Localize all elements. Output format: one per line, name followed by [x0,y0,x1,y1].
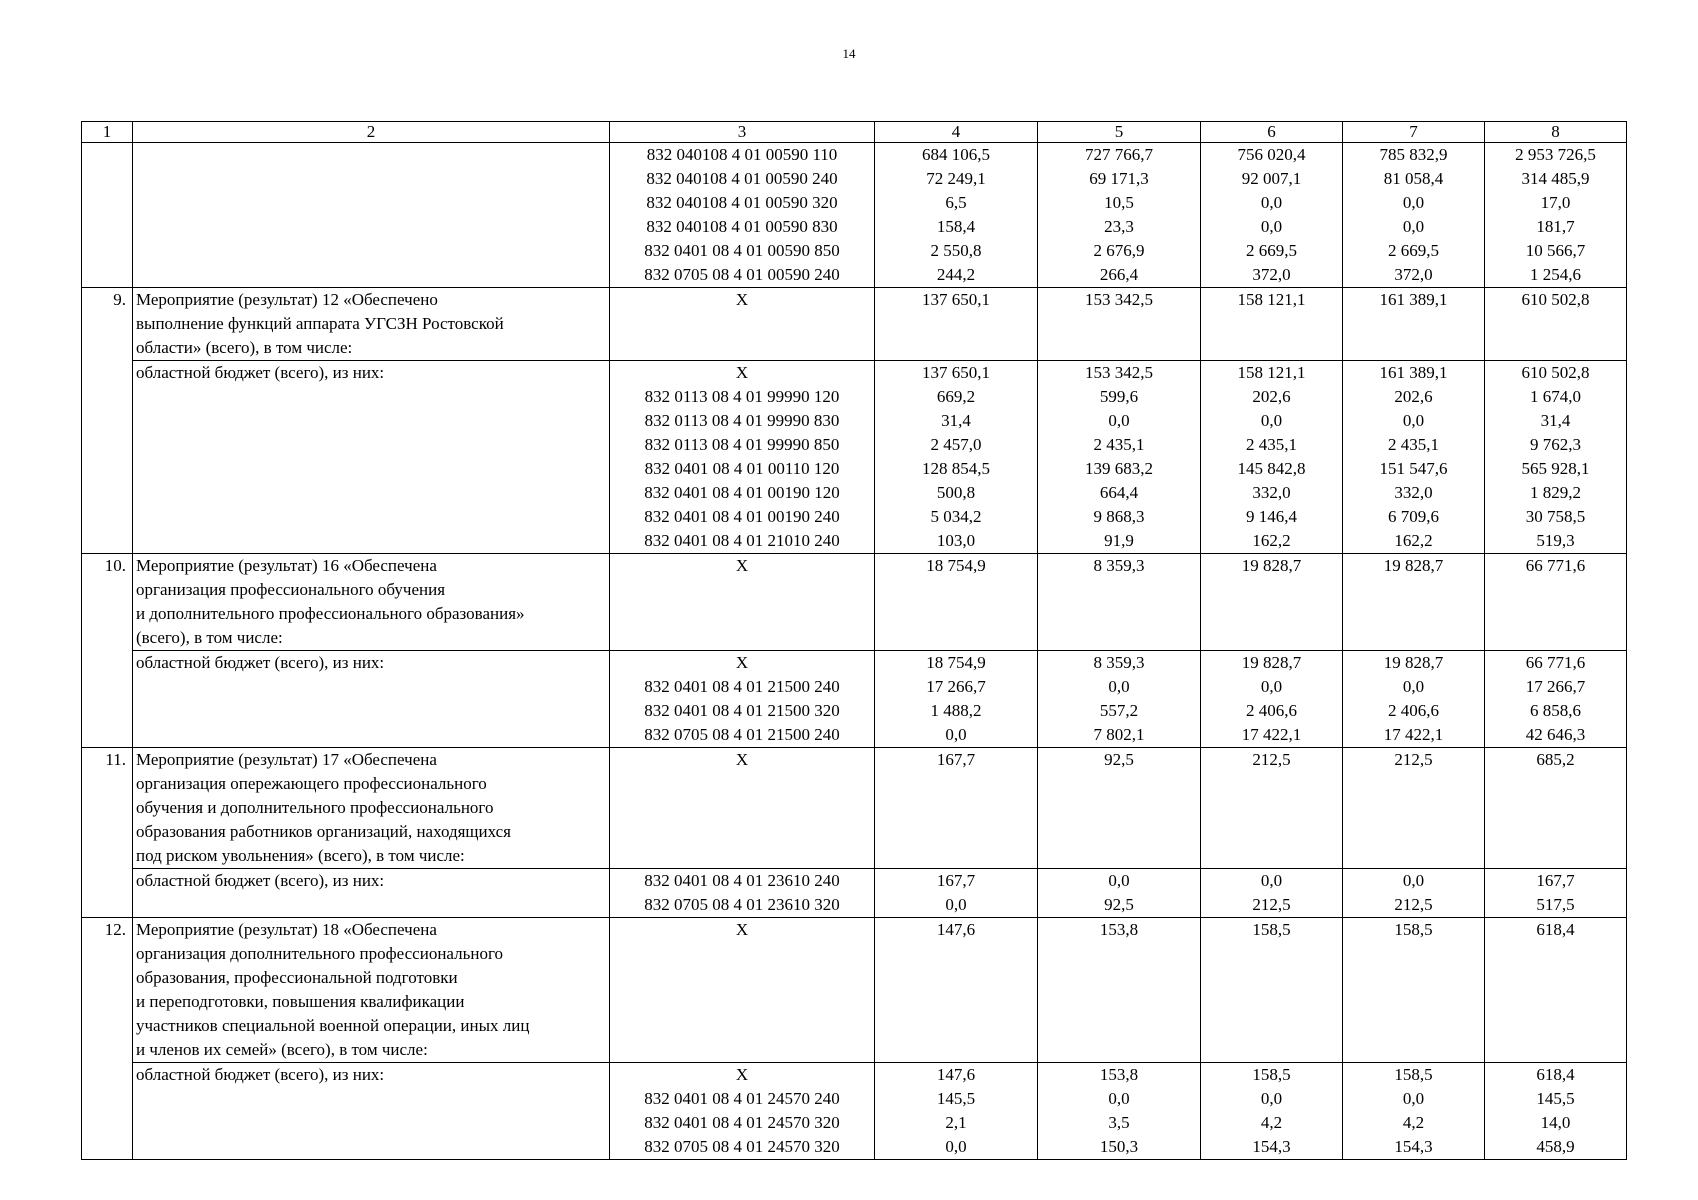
title-line: и переподготовки, повышения квалификации [136,992,465,1011]
value-2025: 8 359,3 [1093,653,1145,672]
value-total: 14,0 [1540,1113,1571,1132]
value-2024: 0,0 [945,895,967,914]
value-2027: 785 832,9 [1379,145,1448,164]
value-2025-cell [1038,748,1201,869]
budget-code: 832 0113 08 4 01 99990 120 [644,387,840,406]
value-2025: 0,0 [1108,871,1130,890]
value-2026: 158 121,1 [1237,363,1306,382]
value-2027-cell [1343,288,1485,361]
value-2026-cell [1201,288,1343,361]
value-2026: 19 828,7 [1241,556,1302,575]
value-2026: 4,2 [1260,1113,1283,1132]
row-number: 10. [82,554,133,748]
value-2027-cell [1343,869,1485,918]
value-2024: 18 754,9 [926,556,986,575]
value-2026: 162,2 [1252,531,1291,550]
value-2027-cell [1343,554,1485,651]
header-cell: 6 [1201,122,1343,143]
value-2027: 161 389,1 [1379,363,1448,382]
table-row [82,361,1627,554]
header-cell: 2 [133,122,610,143]
value-total: 17 266,7 [1525,677,1586,696]
value-2026-cell [1201,651,1343,748]
value-2027: 19 828,7 [1383,556,1444,575]
budget-code: X [735,750,749,769]
row-title [133,288,610,361]
value-2027: 0,0 [1402,1089,1425,1108]
budget-code: 832 0113 08 4 01 99990 830 [644,411,840,430]
value-2024-cell [875,918,1038,1063]
budget-code: X [735,920,749,939]
row-title [133,918,610,1063]
value-total-cell [1485,1063,1627,1160]
value-2025: 3,5 [1108,1113,1130,1132]
budget-code: 832 040108 4 01 00590 830 [646,217,838,236]
budget-code-cell [610,361,875,554]
budget-code-cell [610,143,875,288]
row-title [133,1063,610,1160]
value-2027: 17 422,1 [1383,725,1444,744]
value-2024: 2 457,0 [930,435,982,454]
budget-code: X [735,1065,749,1084]
value-2024: 18 754,9 [926,653,986,672]
value-2024: 669,2 [936,387,976,406]
value-2025: 0,0 [1108,1089,1130,1108]
budget-code: 832 0401 08 4 01 00110 120 [644,459,840,478]
title-line: (всего), в том числе: [136,628,283,647]
row-title [133,554,610,651]
value-2027: 6 709,6 [1388,507,1439,526]
budget-code: 832 0113 08 4 01 99990 850 [644,435,840,454]
budget-code-cell [610,651,875,748]
value-2025-cell [1038,1063,1201,1160]
value-2027: 2 435,1 [1388,435,1439,454]
value-2026: 332,0 [1252,483,1291,502]
budget-code: 832 0401 08 4 01 21500 240 [644,677,840,696]
value-2026-cell [1201,554,1343,651]
title-line: организация дополнительного профессионального [136,944,503,963]
value-2024: 137 650,1 [922,363,990,382]
value-2025: 664,4 [1099,483,1139,502]
budget-code: 832 0401 08 4 01 00190 240 [644,507,840,526]
value-2025: 150,3 [1099,1137,1139,1156]
value-total: 31,4 [1540,411,1571,430]
value-2027: 154,3 [1394,1137,1433,1156]
value-2027: 4,2 [1402,1113,1425,1132]
value-total-cell [1485,869,1627,918]
row-number: 9. [82,288,133,554]
value-total: 66 771,6 [1525,653,1586,672]
value-2026: 2 669,5 [1246,241,1297,260]
budget-code: 832 0401 08 4 01 24570 320 [644,1113,840,1132]
value-2027: 161 389,1 [1379,290,1448,309]
value-2025: 91,9 [1104,531,1134,550]
value-2024: 147,6 [936,1065,976,1084]
title-line: участников специальной военной операции, иных лиц [136,1016,530,1035]
row-number [82,143,133,288]
title-line: областной бюджет (всего), из них: [136,653,385,672]
budget-code: 832 0401 08 4 01 21500 320 [644,701,840,720]
value-2024-cell [875,361,1038,554]
value-2025-cell [1038,554,1201,651]
value-2025: 0,0 [1108,411,1130,430]
value-2026: 212,5 [1252,895,1291,914]
value-2026: 158,5 [1252,1065,1291,1084]
value-2024: 2,1 [945,1113,967,1132]
budget-code: 832 040108 4 01 00590 240 [646,169,838,188]
value-2026: 0,0 [1260,193,1283,212]
table-row [82,143,1627,288]
value-2027-cell [1343,918,1485,1063]
value-2026: 19 828,7 [1241,653,1302,672]
value-total: 167,7 [1536,871,1575,890]
value-2026-cell [1201,361,1343,554]
row-title [133,361,610,554]
table-row [82,651,1627,748]
value-2024: 0,0 [945,1137,967,1156]
value-2026-cell [1201,143,1343,288]
title-line: под риском увольнения» (всего), в том числе: [136,846,465,865]
title-line: образования работников организаций, находящихся [136,822,511,841]
value-2025: 9 868,3 [1093,507,1145,526]
value-total: 181,7 [1536,217,1575,236]
value-total: 145,5 [1536,1089,1575,1108]
budget-code: 832 0705 08 4 01 21500 240 [644,725,840,744]
budget-code: 832 0705 08 4 01 00590 240 [644,265,840,284]
value-total-cell [1485,288,1627,361]
value-2024: 244,2 [936,265,976,284]
value-2026: 92 007,1 [1241,169,1302,188]
value-2025: 139 683,2 [1085,459,1153,478]
value-2026-cell [1201,1063,1343,1160]
value-2024: 17 266,7 [926,677,986,696]
title-line: области» (всего), в том числе: [136,338,353,357]
budget-table [81,121,1627,1160]
value-2024: 145,5 [936,1089,976,1108]
value-2025: 10,5 [1104,193,1134,212]
title-line: Мероприятие (результат) 12 «Обеспечено [136,290,438,309]
value-total: 6 858,6 [1530,701,1581,720]
value-2025: 23,3 [1104,217,1134,236]
value-total-cell [1485,651,1627,748]
title-line: организация профессионального обучения [136,580,446,599]
value-total: 1 829,2 [1530,483,1581,502]
value-2026: 9 146,4 [1246,507,1297,526]
value-2027: 2 669,5 [1388,241,1439,260]
budget-code: X [735,290,749,309]
value-2024: 0,0 [945,725,967,744]
table-row [82,288,1627,361]
value-total: 2 953 726,5 [1515,145,1596,164]
value-2027: 0,0 [1402,411,1425,430]
value-2024-cell [875,288,1038,361]
value-total: 458,9 [1536,1137,1575,1156]
value-2025: 266,4 [1099,265,1139,284]
value-2026: 212,5 [1252,750,1291,769]
value-2024-cell [875,651,1038,748]
value-2026: 158,5 [1252,920,1291,939]
value-2025: 2 676,9 [1093,241,1145,260]
title-line: областной бюджет (всего), из них: [136,363,385,382]
value-2024: 72 249,1 [926,169,986,188]
budget-code: 832 0401 08 4 01 23610 240 [644,871,840,890]
page-number: 14 [842,46,856,61]
value-2027-cell [1343,748,1485,869]
value-2027: 0,0 [1402,677,1425,696]
value-total: 618,4 [1536,1065,1575,1084]
value-2026: 17 422,1 [1241,725,1302,744]
value-2024: 128 854,5 [922,459,990,478]
value-2024: 500,8 [936,483,976,502]
value-2026: 2 435,1 [1246,435,1297,454]
value-2026: 0,0 [1260,217,1283,236]
value-2024-cell [875,748,1038,869]
value-2026: 0,0 [1260,411,1283,430]
value-total-cell [1485,918,1627,1063]
title-line: Мероприятие (результат) 17 «Обеспечена [136,750,437,769]
value-2025: 153 342,5 [1085,290,1153,309]
value-2024-cell [875,1063,1038,1160]
value-2025: 599,6 [1099,387,1139,406]
value-2024: 147,6 [936,920,976,939]
value-2024: 6,5 [945,193,967,212]
value-total: 565 928,1 [1521,459,1590,478]
value-total: 66 771,6 [1525,556,1586,575]
value-2026-cell [1201,748,1343,869]
budget-code: X [735,556,749,575]
budget-code: 832 0705 08 4 01 23610 320 [644,895,840,914]
budget-code-cell [610,554,875,651]
value-2027: 212,5 [1394,750,1433,769]
table-row [82,748,1627,869]
budget-code: 832 040108 4 01 00590 320 [646,193,838,212]
title-line: областной бюджет (всего), из них: [136,871,385,890]
value-2027: 0,0 [1402,193,1425,212]
value-2024-cell [875,143,1038,288]
value-total: 519,3 [1536,531,1575,550]
value-total-cell [1485,361,1627,554]
budget-code: 832 040108 4 01 00590 110 [646,145,838,164]
value-total: 685,2 [1536,750,1575,769]
value-2027: 372,0 [1394,265,1433,284]
value-2025: 153,8 [1099,1065,1139,1084]
value-2027: 202,6 [1394,387,1433,406]
value-2026: 202,6 [1252,387,1291,406]
value-total: 1 674,0 [1530,387,1581,406]
value-2027-cell [1343,143,1485,288]
value-2024: 1 488,2 [930,701,982,720]
title-line: областной бюджет (всего), из них: [136,1065,385,1084]
value-2025: 153 342,5 [1085,363,1153,382]
value-2026: 0,0 [1260,1089,1283,1108]
value-total: 9 762,3 [1530,435,1581,454]
value-2024: 167,7 [936,750,976,769]
row-title [133,651,610,748]
title-line: образования, профессиональной подготовки [136,968,458,987]
value-2026: 0,0 [1260,871,1283,890]
value-2027: 2 406,6 [1388,701,1439,720]
value-2025: 92,5 [1104,895,1134,914]
value-2025: 92,5 [1104,750,1134,769]
budget-code: 832 0401 08 4 01 00590 850 [644,241,840,260]
value-2024: 137 650,1 [922,290,990,309]
value-2025-cell [1038,651,1201,748]
header-row [82,122,1627,143]
value-2026: 372,0 [1252,265,1291,284]
value-total: 1 254,6 [1530,265,1581,284]
value-2026-cell [1201,918,1343,1063]
value-2024: 31,4 [941,411,971,430]
header-cell: 5 [1038,122,1201,143]
title-line: организация опережающего профессионального [136,774,487,793]
title-line: и дополнительного профессионального образования» [136,604,525,623]
title-line: выполнение функций аппарата УГСЗН Ростовской [136,314,504,333]
table-row [82,918,1627,1063]
header-cell: 7 [1343,122,1485,143]
row-title [133,143,610,288]
budget-code: X [735,653,749,672]
value-2024: 158,4 [936,217,976,236]
row-title [133,869,610,918]
header-cell: 4 [875,122,1038,143]
header-cell: 8 [1485,122,1627,143]
budget-code: X [735,363,749,382]
title-line: обучения и дополнительного профессионального [136,798,494,817]
value-total: 42 646,3 [1525,725,1586,744]
value-2027: 81 058,4 [1383,169,1444,188]
value-2024: 2 550,8 [930,241,982,260]
value-2027: 0,0 [1402,217,1425,236]
value-2025: 557,2 [1099,701,1139,720]
value-2025-cell [1038,869,1201,918]
header-cell: 3 [610,122,875,143]
value-2027: 151 547,6 [1379,459,1448,478]
row-title [133,748,610,869]
value-2026: 0,0 [1260,677,1283,696]
budget-code: 832 0401 08 4 01 24570 240 [644,1089,840,1108]
value-2025-cell [1038,288,1201,361]
value-total: 30 758,5 [1525,507,1586,526]
table-row [82,1063,1627,1160]
value-total-cell [1485,143,1627,288]
title-line: и членов их семей» (всего), в том числе: [136,1040,428,1059]
budget-code: 832 0401 08 4 01 21010 240 [644,531,840,550]
value-total-cell [1485,748,1627,869]
row-number: 11. [82,748,133,918]
row-number: 12. [82,918,133,1160]
budget-code-cell [610,1063,875,1160]
value-total: 17,0 [1540,193,1571,212]
value-2027: 212,5 [1394,895,1433,914]
value-2026: 2 406,6 [1246,701,1297,720]
value-total: 610 502,8 [1521,290,1590,309]
value-2025-cell [1038,918,1201,1063]
value-2026: 154,3 [1252,1137,1291,1156]
value-2027-cell [1343,1063,1485,1160]
value-2027: 158,5 [1394,1065,1433,1084]
value-2025-cell [1038,143,1201,288]
value-total: 618,4 [1536,920,1575,939]
value-2026: 756 020,4 [1237,145,1306,164]
value-total: 10 566,7 [1525,241,1586,260]
value-2025: 7 802,1 [1093,725,1145,744]
value-total: 314 485,9 [1521,169,1590,188]
value-2027: 19 828,7 [1383,653,1444,672]
budget-code: 832 0401 08 4 01 00190 120 [644,483,840,502]
header-cell: 1 [82,122,133,143]
budget-code: 832 0705 08 4 01 24570 320 [644,1137,840,1156]
budget-code-cell [610,918,875,1063]
value-2024: 167,7 [936,871,976,890]
value-2024: 103,0 [936,531,976,550]
value-2027: 332,0 [1394,483,1433,502]
value-2025: 153,8 [1099,920,1139,939]
value-2026: 158 121,1 [1237,290,1306,309]
value-2024: 684 106,5 [922,145,990,164]
value-2025: 69 171,3 [1089,169,1149,188]
table-row [82,869,1627,918]
value-2027: 158,5 [1394,920,1433,939]
value-total: 517,5 [1536,895,1575,914]
budget-code-cell [610,869,875,918]
title-line: Мероприятие (результат) 16 «Обеспечена [136,556,437,575]
value-2025: 0,0 [1108,677,1130,696]
value-total-cell [1485,554,1627,651]
title-line: Мероприятие (результат) 18 «Обеспечена [136,920,437,939]
value-2024-cell [875,869,1038,918]
table-row [82,554,1627,651]
value-2024: 5 034,2 [930,507,982,526]
value-2027-cell [1343,651,1485,748]
value-2024-cell [875,554,1038,651]
budget-code-cell [610,288,875,361]
value-2027: 0,0 [1402,871,1425,890]
budget-code-cell [610,748,875,869]
value-2025: 2 435,1 [1093,435,1145,454]
value-2025-cell [1038,361,1201,554]
value-2026: 145 842,8 [1237,459,1306,478]
value-2025: 727 766,7 [1085,145,1153,164]
value-total: 610 502,8 [1521,363,1590,382]
value-2027-cell [1343,361,1485,554]
value-2025: 8 359,3 [1093,556,1145,575]
value-2027: 162,2 [1394,531,1433,550]
value-2026-cell [1201,869,1343,918]
